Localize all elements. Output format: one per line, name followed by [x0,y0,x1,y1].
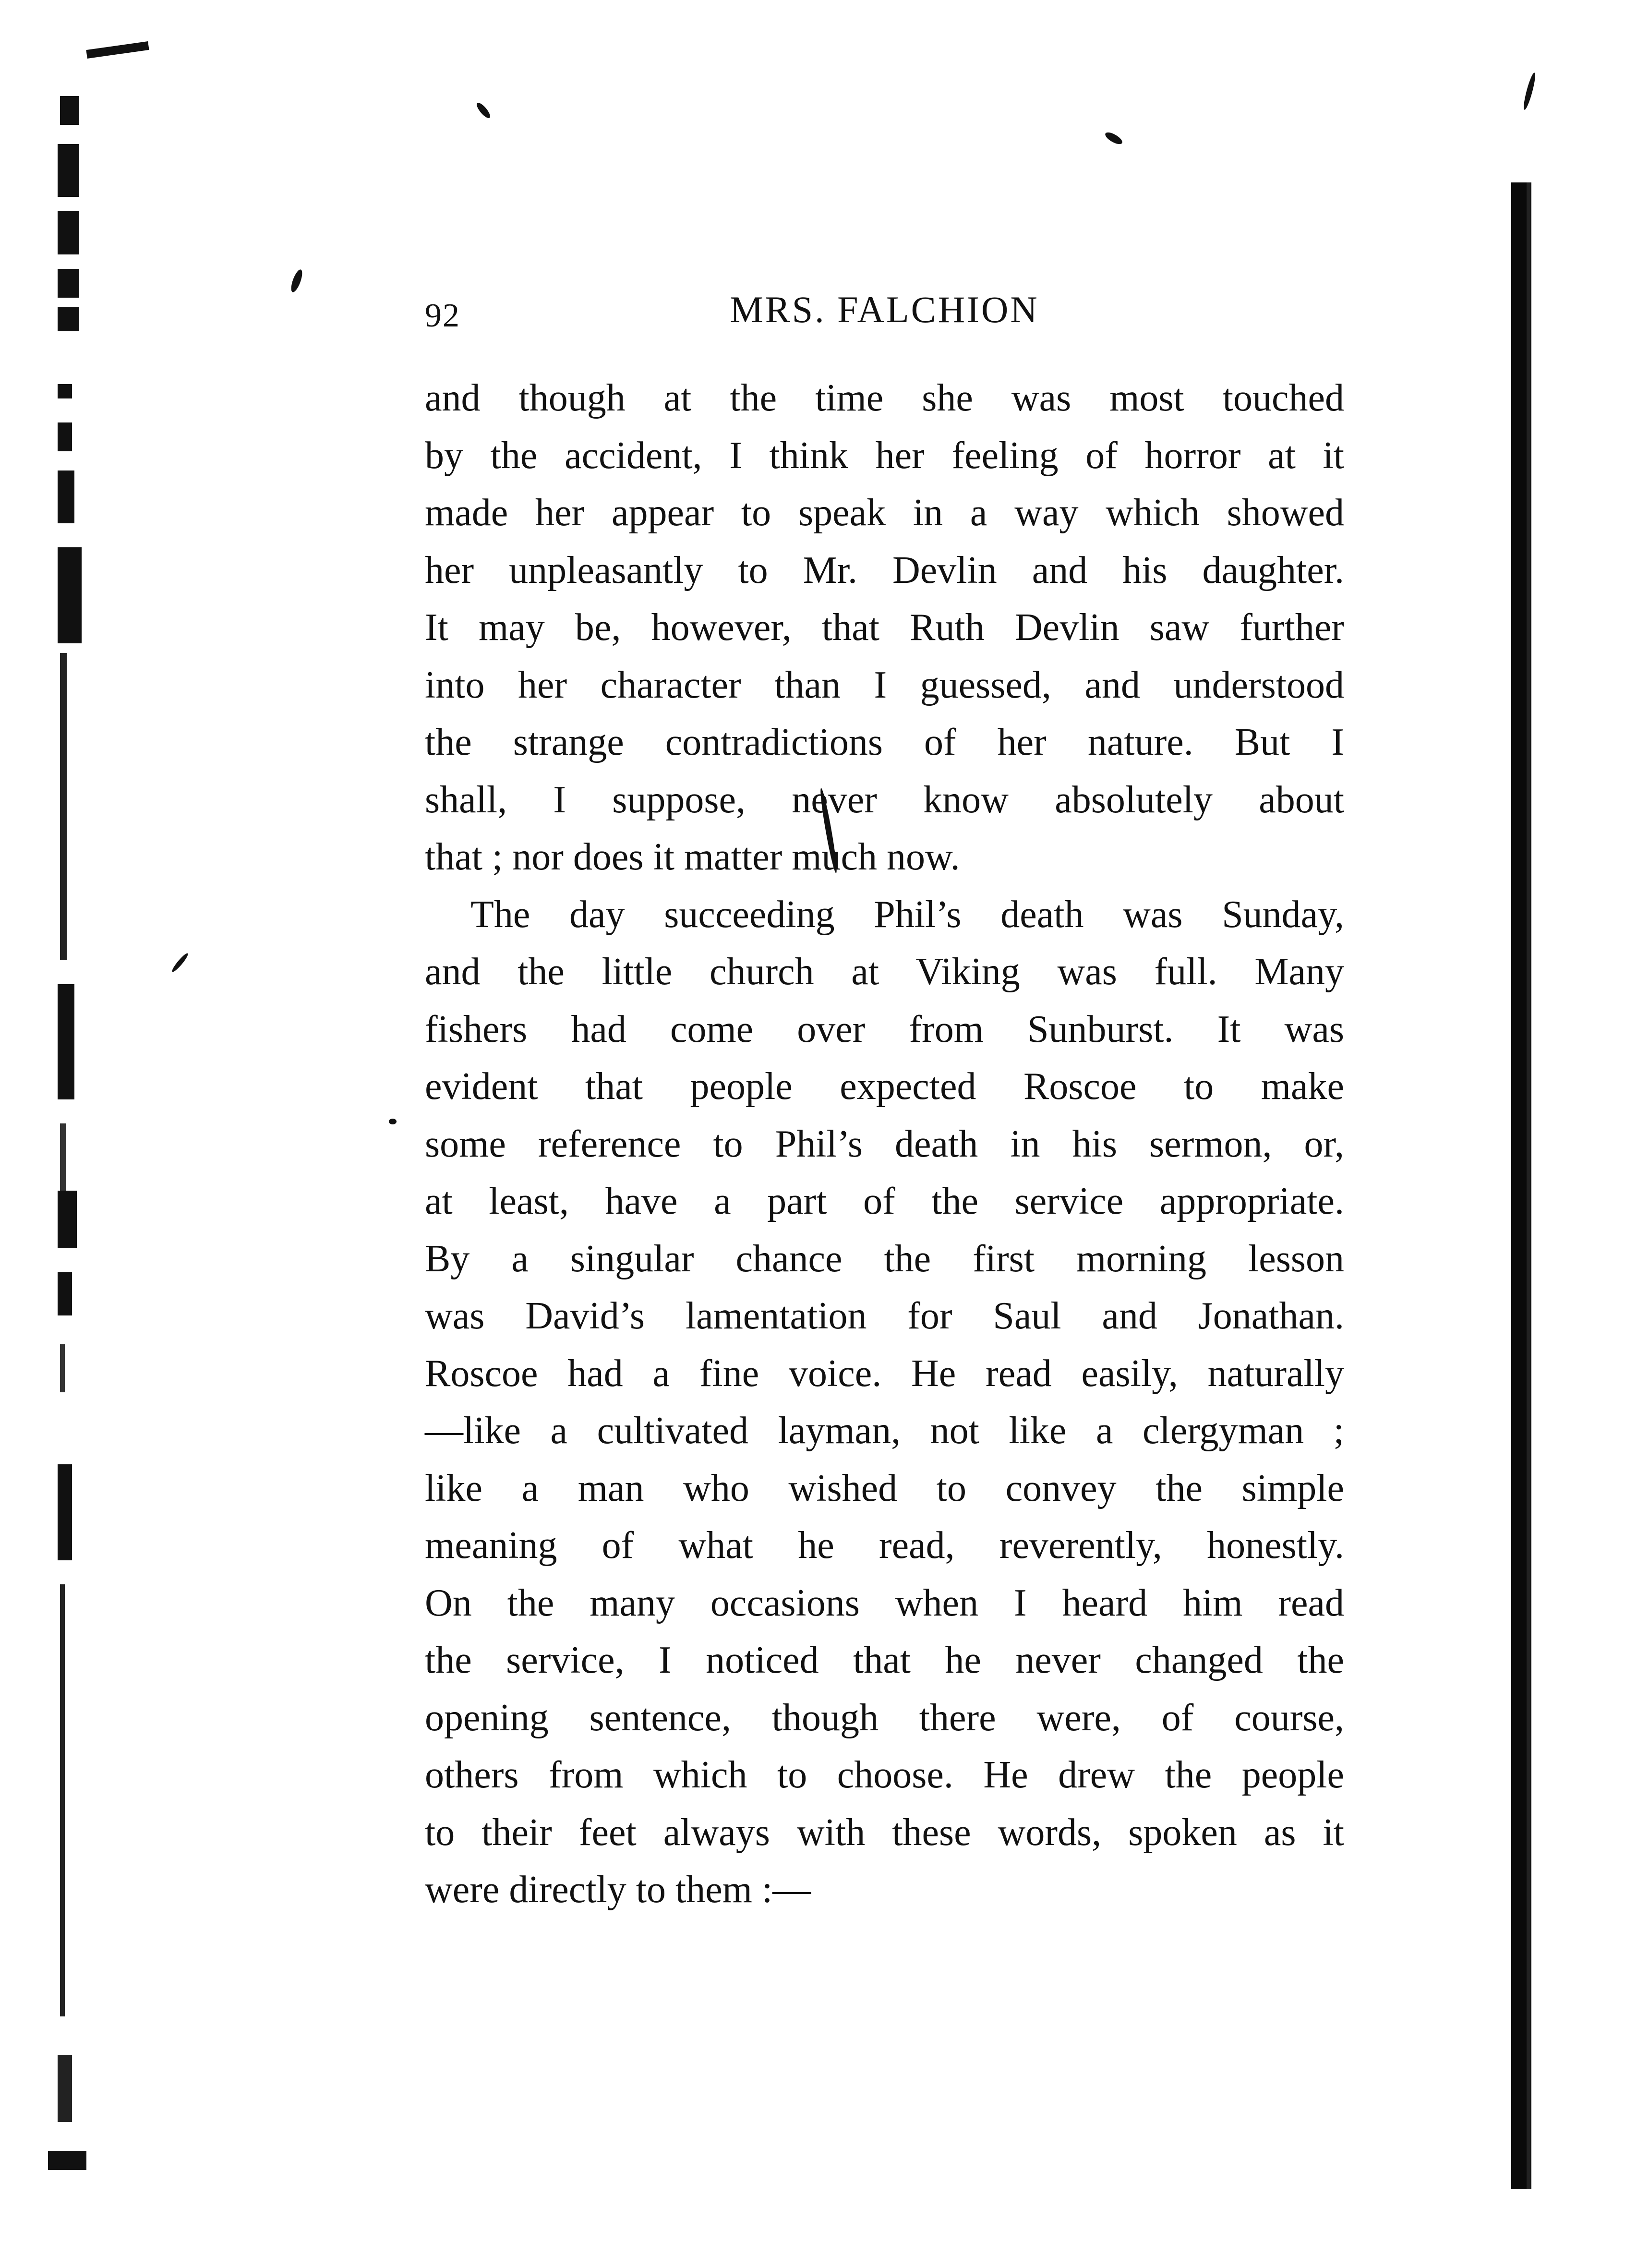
text-line: Roscoe had a fine voice. He read easily, naturally [425,1352,1344,1395]
text-line: The day succeeding Phil’s death was Sunday, [470,893,1344,936]
text-line: evident that people expected Roscoe to make [425,1065,1344,1108]
text-line: opening sentence, though there were, of course, [425,1696,1344,1739]
running-head [425,288,1344,341]
text-line: meaning of what he read, reverently, honestly. [425,1524,1344,1567]
scan-speck [1522,72,1537,110]
text-line: some reference to Phil’s death in his sermon, or, [425,1122,1344,1165]
text-line: On the many occasions when I heard him read [425,1581,1344,1624]
text-line: the strange contradictions of her nature. But I [425,721,1344,763]
scan-speck [1104,130,1124,146]
text-line: It may be, however, that Ruth Devlin saw further [425,606,1344,649]
text-line: fishers had come over from Sunburst. It was [425,1008,1344,1050]
paragraph [425,370,1344,886]
scan-speck [475,101,492,120]
page-number: 92 [425,297,460,334]
text-line: By a singular chance the first morning lesson [425,1237,1344,1280]
scan-edge-mark [86,41,149,59]
text-line: to their feet always with these words, spoken as it [425,1811,1344,1854]
text-line: shall, I suppose, never know absolutely about [425,778,1344,821]
binding-edge-marks [46,48,89,2208]
text-line: was David’s lamentation for Saul and Jonathan. [425,1295,1344,1337]
scan-speck [389,1119,397,1124]
text-line: like a man who wished to convey the simple [425,1467,1344,1509]
page-edge-line [1527,182,1530,2189]
scan-speck [289,268,304,293]
text-line: at least, have a part of the service appropriate. [425,1180,1344,1222]
running-title: MRS. FALCHION [730,289,1039,330]
binding-edge-shadow [46,48,89,2208]
text-line: her unpleasantly to Mr. Devlin and his daughter. [425,549,1344,591]
text-line: that ; nor does it matter much now. [425,836,960,878]
body-text [425,370,1344,1919]
text-line: made her appear to speak in a way which showed [425,492,1344,534]
text-line: and though at the time she was most touched [425,377,1344,419]
text-line: by the accident, I think her feeling of horror at it [425,434,1344,477]
text-line: and the little church at Viking was full. Many [425,951,1344,993]
text-line: others from which to choose. He drew the people [425,1754,1344,1796]
text-line: the service, I noticed that he never changed the [425,1639,1344,1681]
scan-speck [170,952,190,974]
paragraph [425,886,1344,1919]
text-line: into her character than I guessed, and understood [425,664,1344,706]
text-line: —like a cultivated layman, not like a clergyman ; [425,1410,1344,1452]
text-line: were directly to them :— [425,1869,811,1911]
